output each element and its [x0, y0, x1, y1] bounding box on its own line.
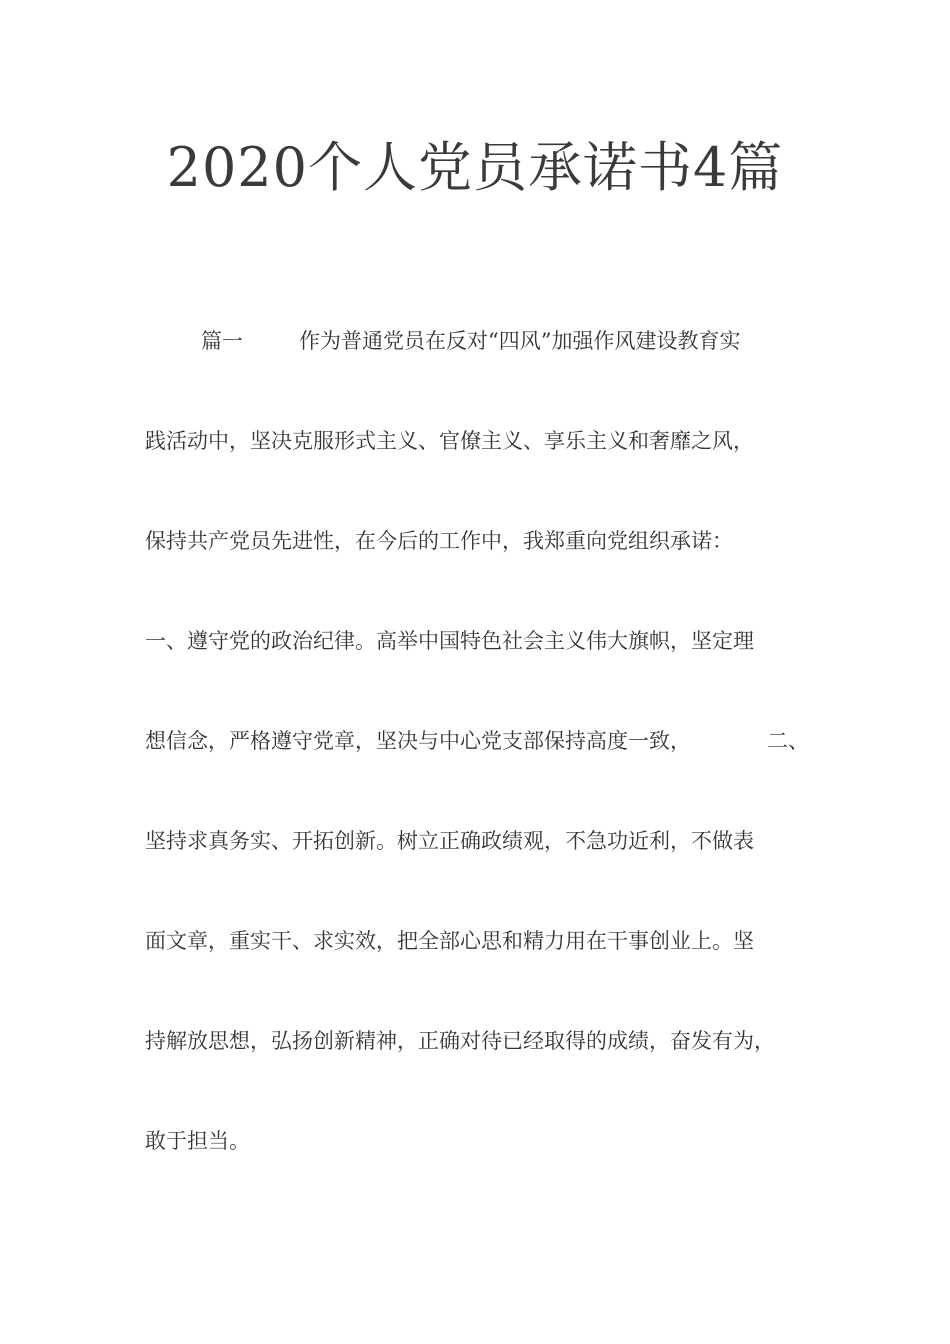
text-line	[145, 326, 740, 356]
text-line: 敢于担当。	[145, 1129, 250, 1153]
text-line: 践活动中，坚决克服形式主义、官僚主义、享乐主义和奢靡之风，	[145, 429, 754, 453]
line-text: 想信念，严格遵守党章，坚决与中心党支部保持高度一致，	[145, 729, 691, 753]
text-line: 一、遵守党的政治纪律。高举中国特色社会主义伟大旗帜，坚定理	[145, 629, 754, 653]
section-label: 篇一	[201, 329, 243, 353]
text-line: 持解放思想，弘扬创新精神，正确对待已经取得的成绩，奋发有为，	[145, 1029, 775, 1053]
text-line: 保持共产党员先进性，在今后的工作中，我郑重向党组织承诺：	[145, 529, 733, 553]
document-title: 2020个人党员承诺书4篇	[166, 136, 784, 199]
text-line: 坚持求真务实、开拓创新。树立正确政绩观，不急功近利，不做表	[145, 829, 754, 853]
section-number: 二、	[767, 729, 809, 753]
text-line	[145, 726, 809, 756]
line-text: 作为普通党员在反对“四风”加强作风建设教育实	[299, 329, 741, 353]
text-line: 面文章，重实干、求实效，把全部心思和精力用在干事创业上。坚	[145, 929, 754, 953]
